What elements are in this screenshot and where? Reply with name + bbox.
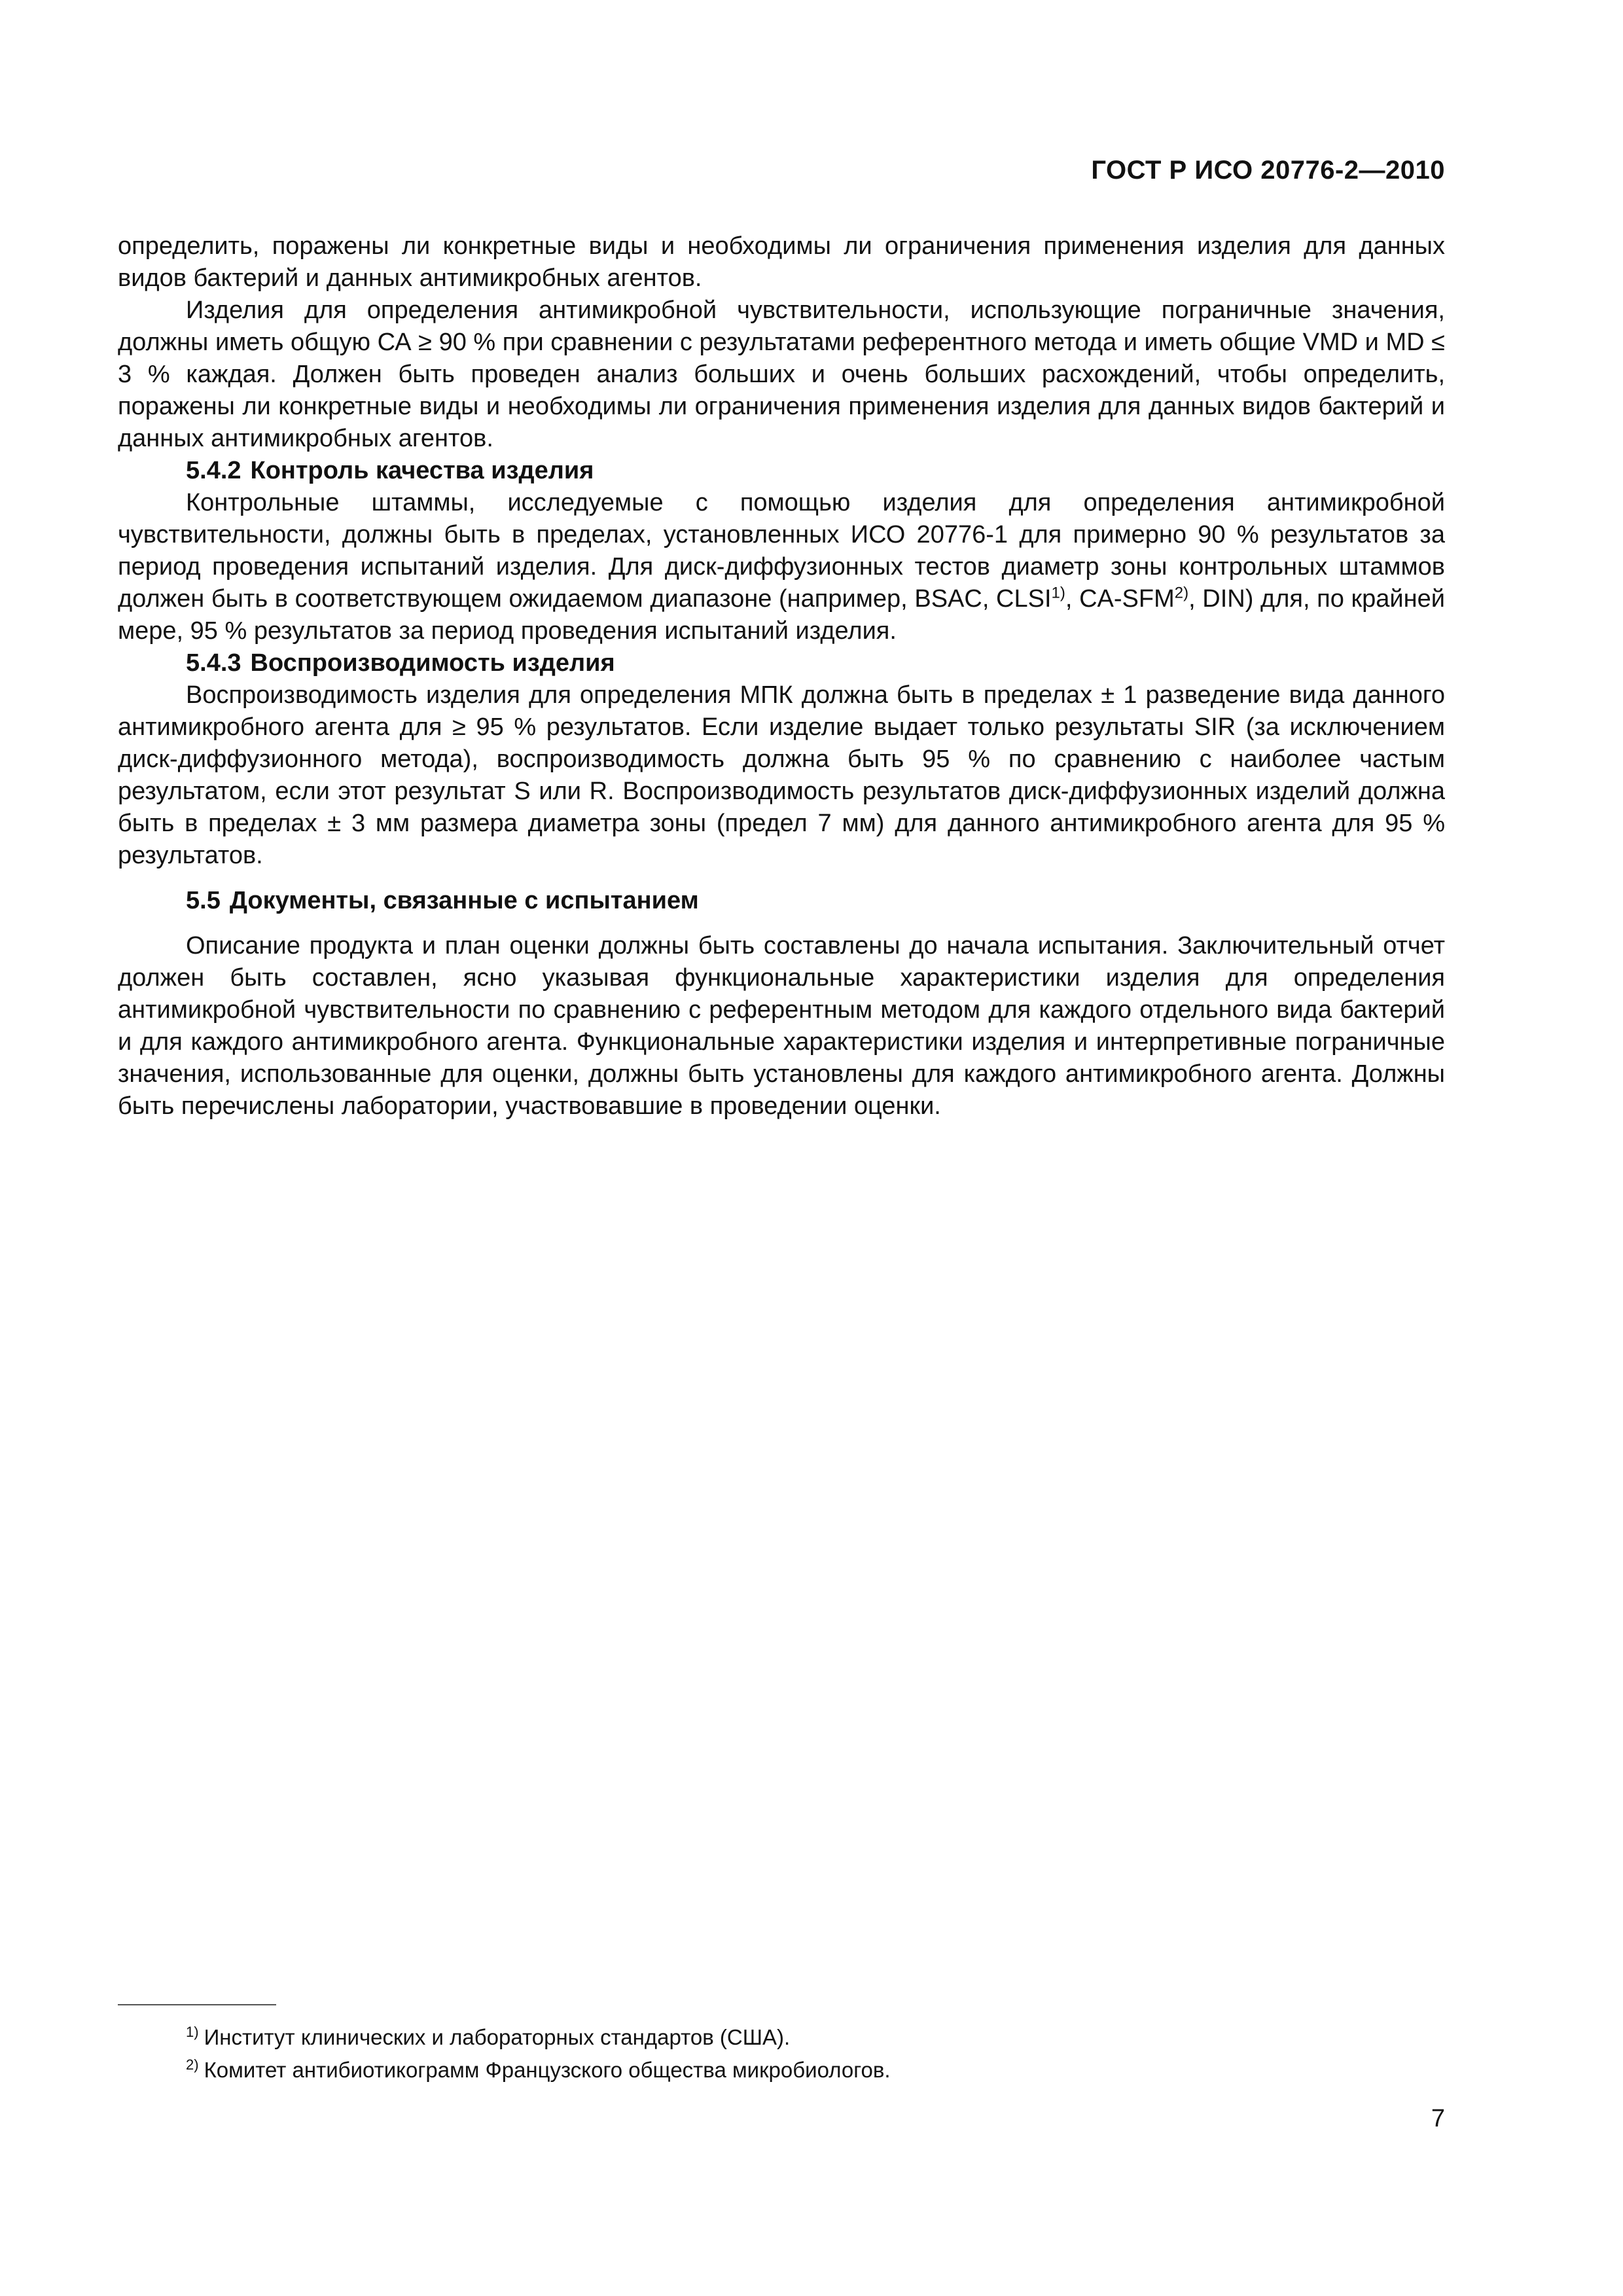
page-number: 7: [1431, 2105, 1445, 2132]
footnote-ref-1: 1): [1051, 584, 1065, 602]
footnote-2: [186, 2054, 891, 2087]
document-body: [118, 230, 1445, 1122]
heading-number: 5.4.3: [186, 649, 241, 677]
heading-number: 5.4.2: [186, 457, 241, 484]
footnote-text: Институт клинических и лабораторных стандартов (США).: [204, 2025, 791, 2049]
heading-title: Воспроизводимость изделия: [250, 649, 615, 677]
paragraph-continuation: определить, поражены ли конкретные виды и необходимы ли ограничения применения изделия для данных видов бактерий и данных антимикробных агентов.: [118, 232, 1445, 292]
heading-5-4-3: [118, 647, 1445, 679]
document-header: ГОСТ Р ИСО 20776-2—2010: [1091, 156, 1445, 185]
text-segment: Контрольные штаммы, исследуемые с помощью изделия для определения антимикробной чувствительности, должны быть в пределах, установленных ИСО 20776-1 для примерно 90 % результатов за период проведения испытаний изделия. Для диск-диффузионных тестов диаметр зоны контрольных штаммов должен быть в соответствующем ожидаемом диапазоне (например, BSAC, CLSI: [118, 489, 1445, 613]
text-segment: , CA-SFM: [1065, 585, 1175, 613]
heading-title: Контроль качества изделия: [250, 457, 594, 484]
text-segment: , DIN) для, по крайней мере, 95 % результатов за период проведения испытаний изделия.: [118, 585, 1445, 645]
heading-5-5: [118, 885, 1445, 917]
footnote-text: Комитет антибиотикограмм Французского общества микробиологов.: [204, 2058, 891, 2082]
footnote-divider: [118, 2004, 276, 2005]
footnotes: [186, 2021, 891, 2087]
heading-5-4-2: [118, 455, 1445, 487]
footnote-1: [186, 2021, 891, 2054]
paragraph-breakpoints: Изделия для определения антимикробной чувствительности, использующие пограничные значения, должны иметь общую СА ≥ 90 % при сравнении с результатами референтного метода и иметь общие VMD и MD ≤ 3 % каждая. Должен быть проведен анализ больших и очень больших расхождений, чтобы определить, поражены ли конкретные виды и необходимы ли ограничения применения изделия для данных видов бактерий и данных антимикробных агентов.: [118, 296, 1445, 452]
paragraph-test-documents: Описание продукта и план оценки должны быть составлены до начала испытания. Заключительный отчет должен быть составлен, ясно указывая функциональные характеристики изделия для определения антимикробной чувствительности по сравнению с референтным методом для каждого отдельного вида бактерий и для каждого антимикробного агента. Функциональные характеристики изделия и интерпретивные пограничные значения, использованные для оценки, должны быть установлены для каждого антимикробного агента. Должны быть перечислены лаборатории, участвовавшие в проведении оценки.: [118, 932, 1445, 1120]
footnote-marker: 2): [186, 2056, 199, 2073]
footnote-ref-2: 2): [1174, 584, 1189, 602]
heading-number: 5.5: [186, 887, 221, 914]
heading-title: Документы, связанные с испытанием: [229, 887, 699, 914]
paragraph-reproducibility: Воспроизводимость изделия для определения МПК должна быть в пределах ± 1 разведение вида данного антимикробного агента для ≥ 95 % результатов. Если изделие выдает только результаты SIR (за исключением диск-диффузионного метода), воспроизводимость должна быть 95 % по сравнению с наиболее частым результатом, если этот результат S или R. Воспроизводимость результатов диск-диффузионных изделий должна быть в пределах ± 3 мм размера диаметра зоны (предел 7 мм) для данного антимикробного агента для 95 % результатов.: [118, 681, 1445, 869]
footnote-marker: 1): [186, 2024, 199, 2040]
paragraph-quality-control: [118, 487, 1445, 647]
